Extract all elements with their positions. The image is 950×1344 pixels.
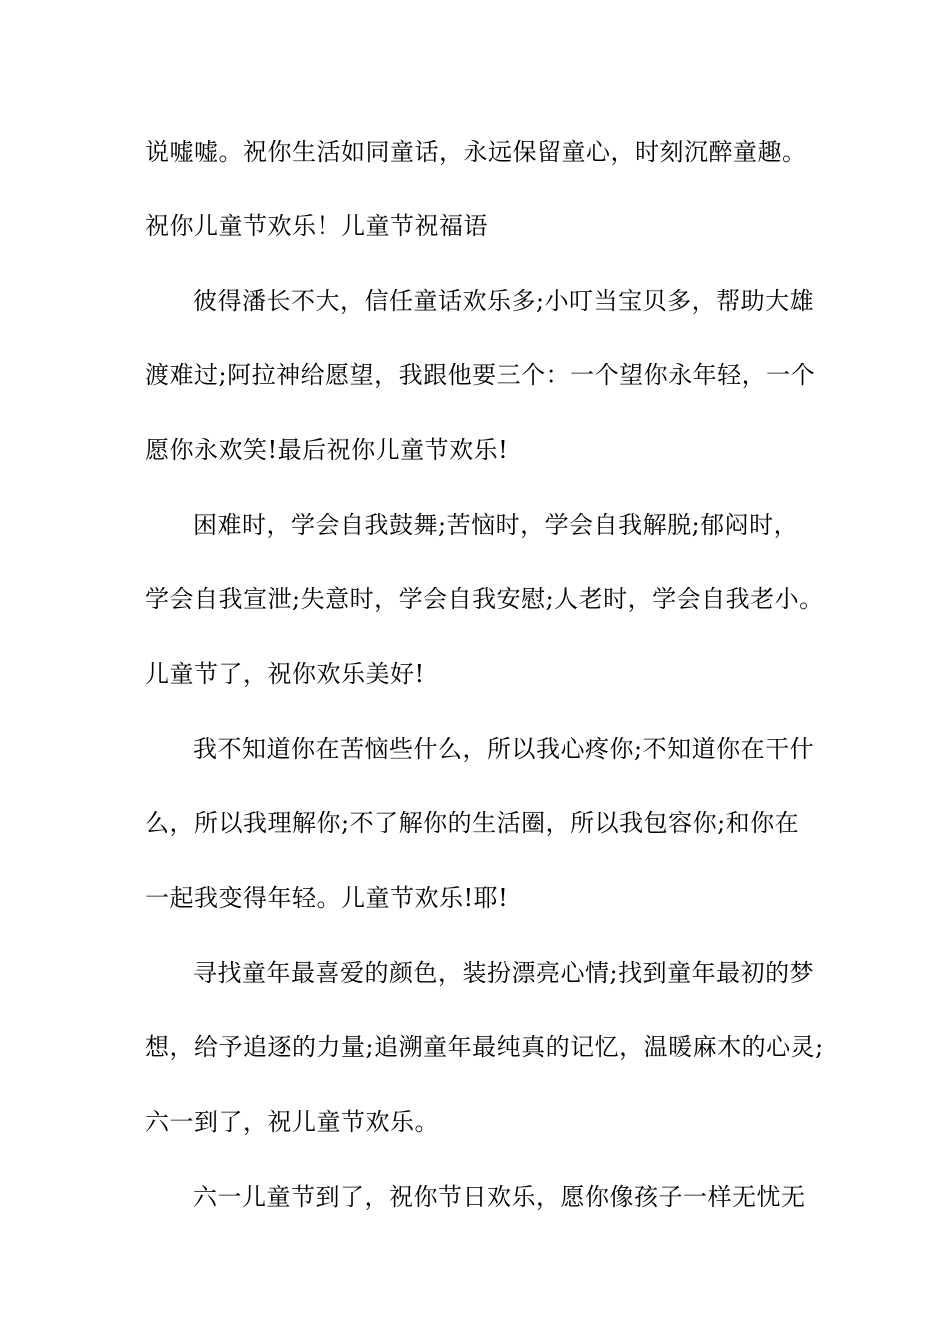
text-line: 彼得潘长不大，信任童话欢乐多;小叮当宝贝多，帮助大雄 — [193, 287, 815, 315]
text-line: 想，给予追逐的力量;追溯童年最纯真的记忆，温暖麻木的心灵; — [145, 1033, 824, 1061]
text-line: 困难时，学会自我鼓舞;苦恼时，学会自我解脱;郁闷时， — [193, 511, 799, 539]
text-line: 说嘘嘘。祝你生活如同童话，永远保留童心，时刻沉醉童趣。 — [145, 138, 807, 166]
text-line: 寻找童年最喜爱的颜色，装扮漂亮心情;找到童年最初的梦 — [193, 959, 815, 987]
text-line: 一起我变得年轻。儿童节欢乐!耶! — [145, 884, 509, 912]
text-line: 祝你儿童节欢乐！儿童节祝福语 — [145, 212, 488, 240]
text-line: 愿你永欢笑!最后祝你儿童节欢乐! — [145, 436, 509, 464]
text-line: 六一儿童节到了，祝你节日欢乐，愿你像孩子一样无忧无 — [193, 1183, 806, 1211]
text-line: 六一到了，祝儿童节欢乐。 — [145, 1108, 439, 1136]
text-line: 渡难过;阿拉神给愿望，我跟他要三个：一个望你永年轻，一个 — [145, 361, 816, 389]
text-line: 儿童节了，祝你欢乐美好! — [145, 660, 425, 688]
text-line: 我不知道你在苦恼些什么，所以我心疼你;不知道你在干什 — [193, 735, 815, 763]
text-line: 么，所以我理解你;不了解你的生活圈，所以我包容你;和你在 — [145, 809, 800, 837]
text-line: 学会自我宣泄;失意时，学会自我安慰;人老时，学会自我老小。 — [145, 585, 824, 613]
